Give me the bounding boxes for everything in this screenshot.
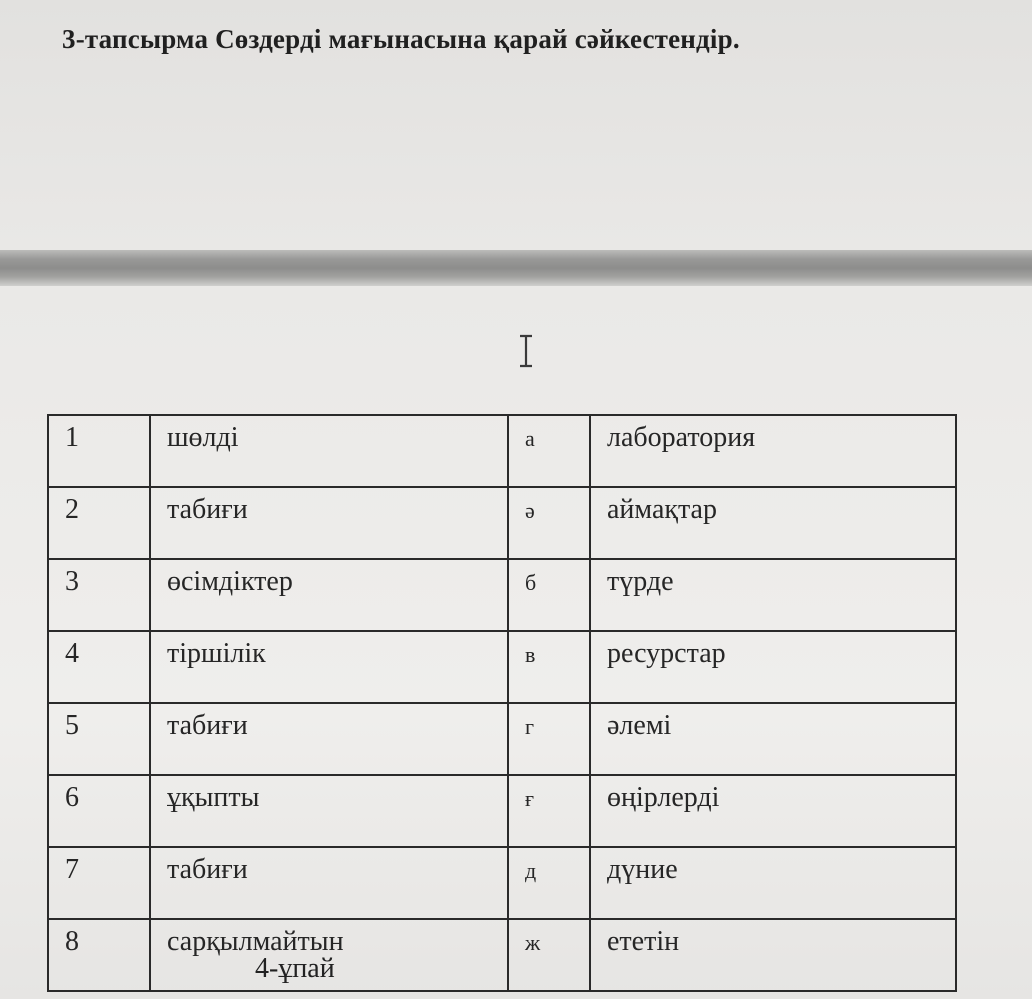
table-row xyxy=(48,631,956,703)
table-row xyxy=(48,703,956,775)
right-word: дүние xyxy=(590,847,956,919)
table-row xyxy=(48,415,956,487)
score-label: 4-ұпай xyxy=(255,953,335,984)
right-word: ететін xyxy=(590,919,956,991)
task-title: 3-тапсырма Сөздерді мағынасына қарай сәйкестендір. xyxy=(62,24,740,54)
match-letter: ж xyxy=(508,919,590,991)
match-letter: г xyxy=(508,703,590,775)
document-page-top xyxy=(0,0,1032,250)
match-letter: ә xyxy=(508,487,590,559)
match-letter: а xyxy=(508,415,590,487)
match-letter: в xyxy=(508,631,590,703)
left-word: табиғи xyxy=(150,703,508,775)
right-word: әлемі xyxy=(590,703,956,775)
left-word: тіршілік xyxy=(150,631,508,703)
table-row xyxy=(48,559,956,631)
match-letter: д xyxy=(508,847,590,919)
table-row xyxy=(48,487,956,559)
left-word: сарқылмайтын xyxy=(150,919,508,991)
left-word: өсімдіктер xyxy=(150,559,508,631)
right-word: түрде xyxy=(590,559,956,631)
row-number: 5 xyxy=(48,703,150,775)
left-word: шөлді xyxy=(150,415,508,487)
text-cursor-icon xyxy=(517,334,535,368)
table-row xyxy=(48,847,956,919)
match-letter: б xyxy=(508,559,590,631)
left-word: ұқыпты xyxy=(150,775,508,847)
right-word: ресурстар xyxy=(590,631,956,703)
row-number: 7 xyxy=(48,847,150,919)
left-word: табиғи xyxy=(150,487,508,559)
matching-table xyxy=(47,414,957,992)
row-number: 2 xyxy=(48,487,150,559)
table-row xyxy=(48,919,956,991)
table-row xyxy=(48,775,956,847)
right-word: аймақтар xyxy=(590,487,956,559)
row-number: 3 xyxy=(48,559,150,631)
right-word: өңірлерді xyxy=(590,775,956,847)
row-number: 1 xyxy=(48,415,150,487)
match-letter: ғ xyxy=(508,775,590,847)
row-number: 6 xyxy=(48,775,150,847)
left-word: табиғи xyxy=(150,847,508,919)
page-separator xyxy=(0,250,1032,286)
row-number: 8 xyxy=(48,919,150,991)
row-number: 4 xyxy=(48,631,150,703)
right-word: лаборатория xyxy=(590,415,956,487)
